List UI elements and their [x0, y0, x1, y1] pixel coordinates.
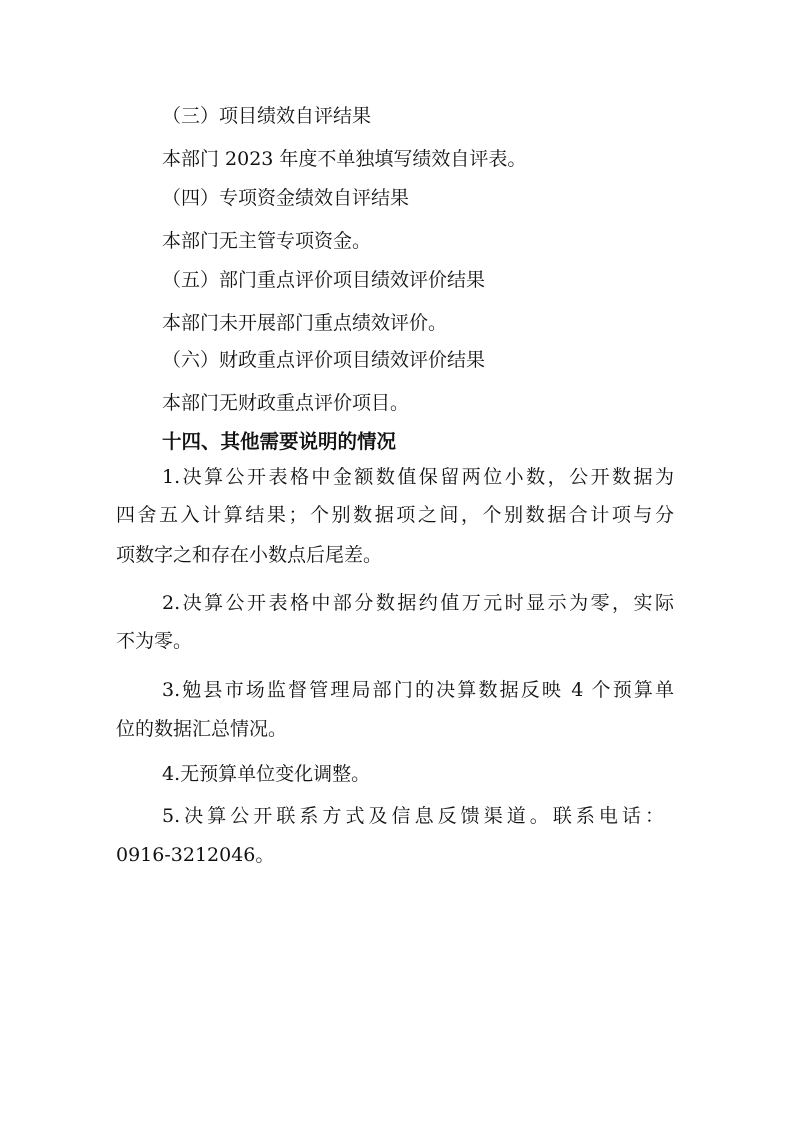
- section-heading-other-notes: 十四、其他需要说明的情况: [162, 430, 397, 453]
- subsection-body-3: 本部门 2023 年度不单独填写绩效自评表。: [162, 148, 527, 170]
- subsection-body-5: 本部门未开展部门重点绩效评价。: [162, 312, 448, 334]
- note-3-line-1: 3.勉县市场监督管理局部门的决算数据反映 4 个预算单: [162, 679, 674, 701]
- note-5-line-2: 0916-3212046。: [116, 844, 275, 866]
- subsection-heading-6: （六）财政重点评价项目绩效评价结果: [162, 349, 486, 371]
- note-2-line-1: 2.决算公开表格中部分数据约值万元时显示为零，实际: [162, 592, 674, 614]
- note-2-line-2: 不为零。: [116, 630, 193, 652]
- subsection-heading-4: （四）专项资金绩效自评结果: [162, 187, 410, 209]
- subsection-body-4: 本部门无主管专项资金。: [162, 230, 372, 252]
- note-3-line-2: 位的数据汇总情况。: [116, 718, 288, 740]
- subsection-body-6: 本部门无财政重点评价项目。: [162, 392, 410, 414]
- note-5-line-1: 5.决算公开联系方式及信息反馈渠道。联系电话：: [162, 805, 664, 827]
- note-4-line-1: 4.无预算单位变化调整。: [162, 763, 371, 785]
- note-1-line-3: 项数字之和存在小数点后尾差。: [116, 544, 383, 566]
- note-1-line-2: 四舍五入计算结果；个别数据项之间，个别数据合计项与分: [116, 504, 674, 526]
- subsection-heading-3: （三）项目绩效自评结果: [162, 105, 372, 127]
- note-1-line-1: 1.决算公开表格中金额数值保留两位小数，公开数据为: [162, 466, 674, 488]
- subsection-heading-5: （五）部门重点评价项目绩效评价结果: [162, 269, 486, 291]
